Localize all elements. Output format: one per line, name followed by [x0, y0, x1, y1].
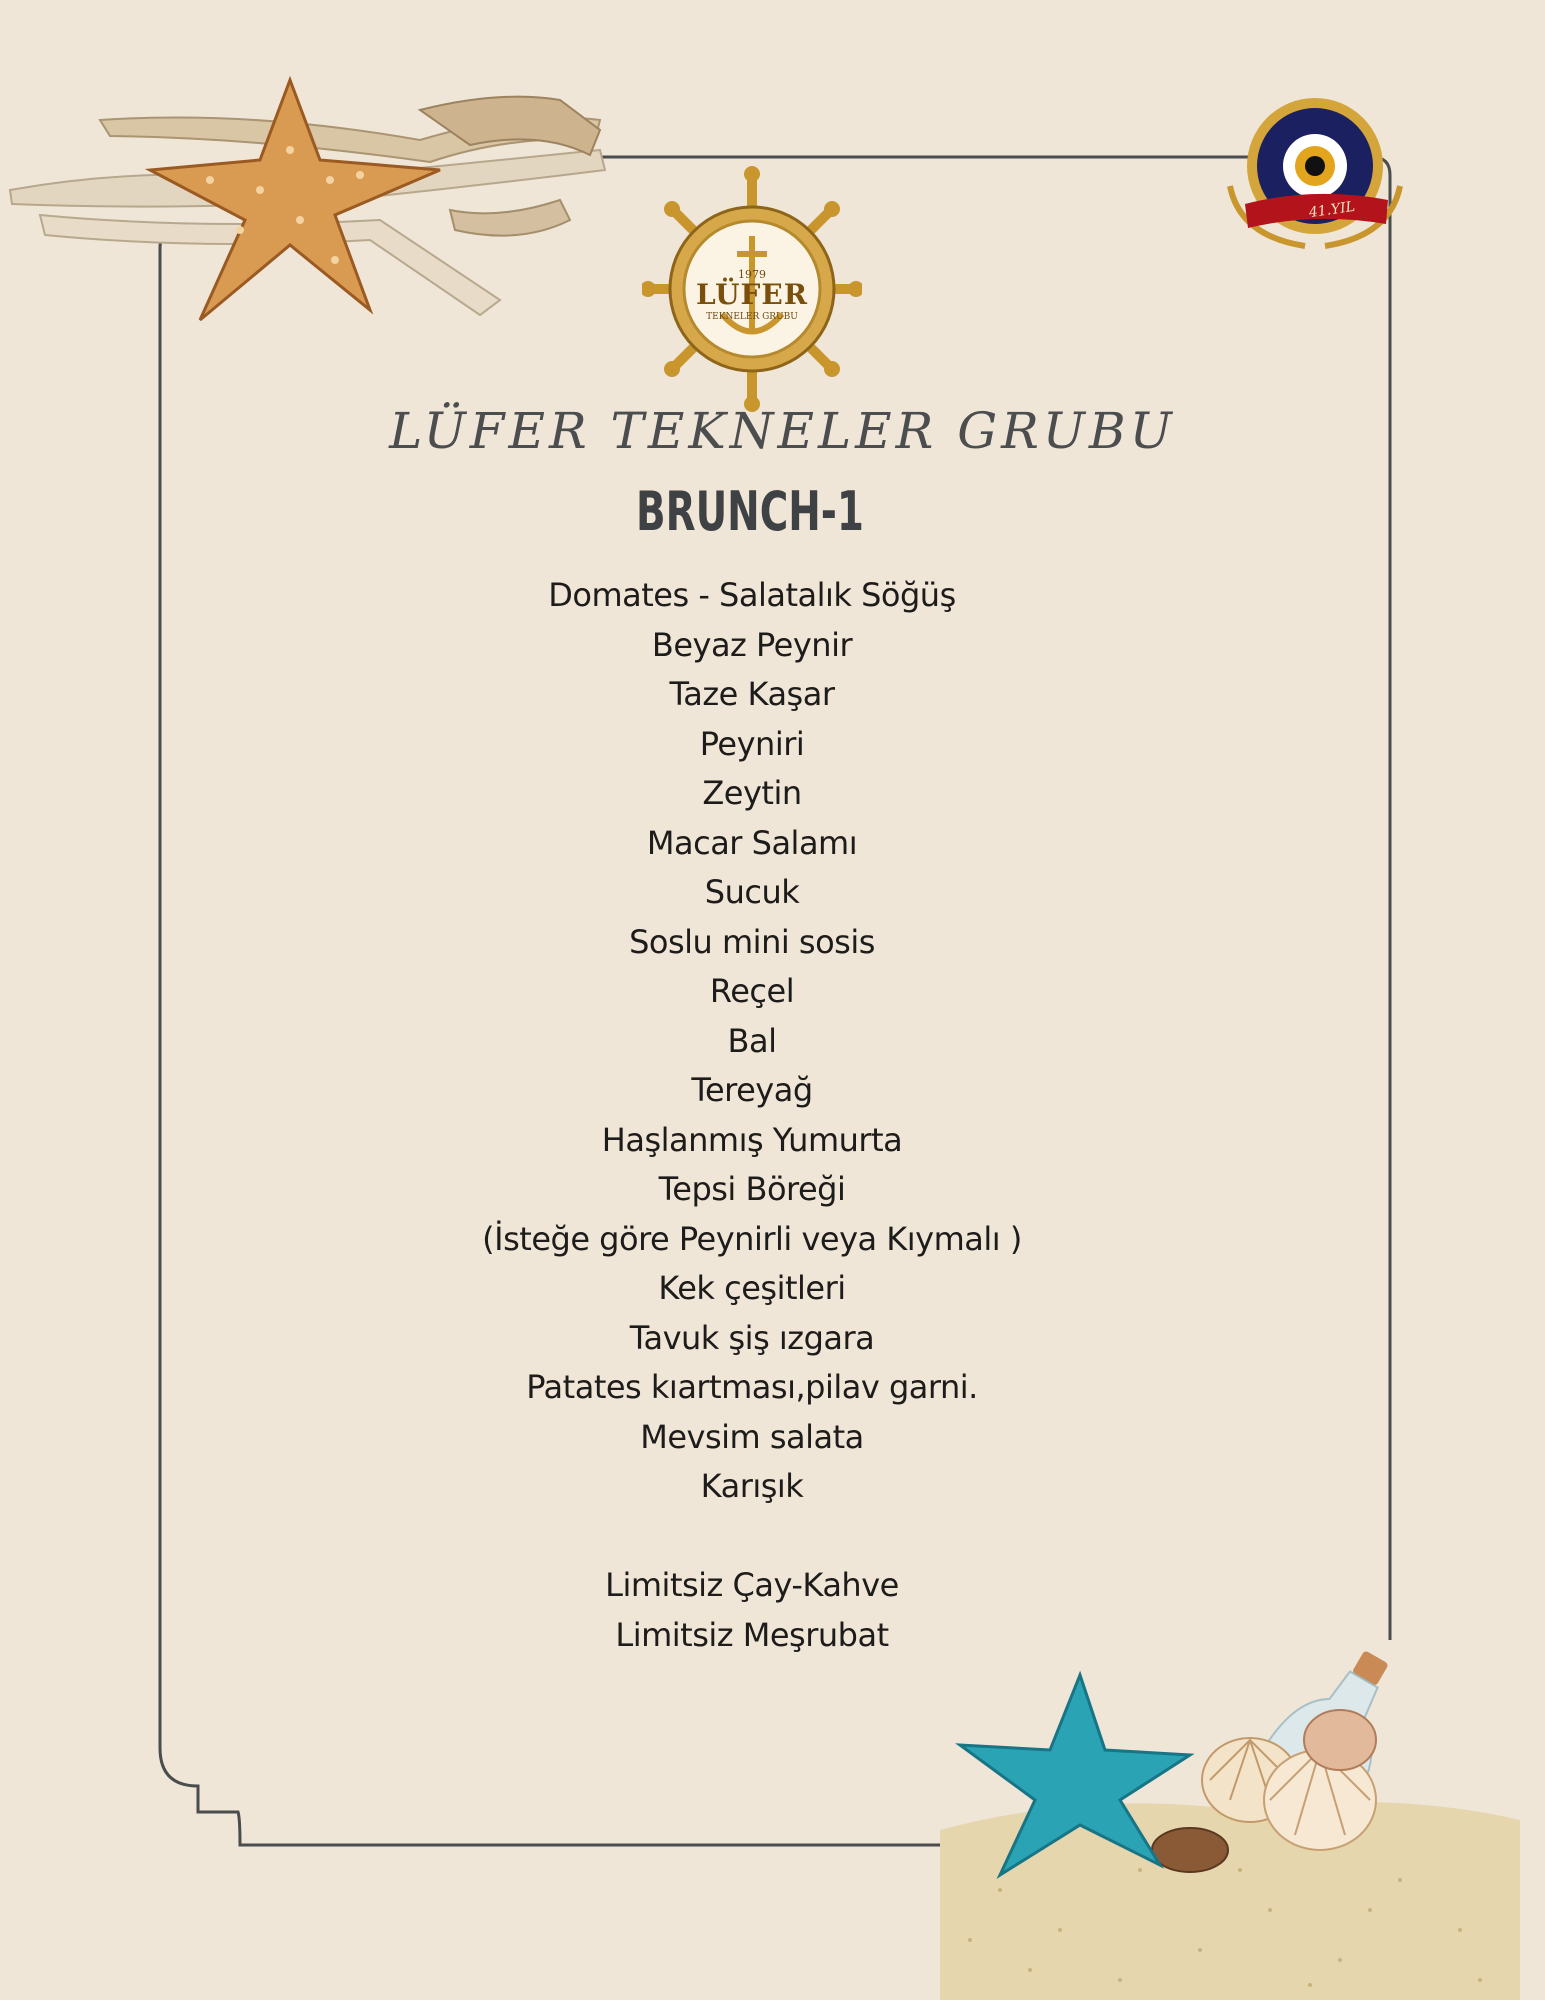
menu-item: Tavuk şiş ızgara	[629, 1318, 875, 1357]
menu-item: Karışık	[700, 1467, 804, 1505]
menu-item: Tereyağ	[691, 1071, 813, 1109]
evil-eye-badge-icon	[1210, 96, 1420, 266]
menu-item: (İsteğe göre Peynirli veya Kıymalı )	[482, 1219, 1022, 1258]
logo-year: 1979	[738, 268, 766, 281]
menu-item: Reçel	[709, 972, 795, 1010]
menu-item: Domates - Salatalık Söğüş	[548, 576, 956, 614]
menu-item: Kek çeşitleri	[658, 1269, 846, 1307]
menu-title: BRUNCH-1	[636, 480, 864, 543]
anniversary-badge	[1210, 96, 1420, 266]
menu-item: Peyniri	[699, 724, 805, 763]
menu-item: Taze Kaşar	[669, 675, 835, 713]
menu-item: Macar Salamı	[646, 823, 858, 862]
menu-item: Haşlanmış Yumurta	[601, 1120, 903, 1159]
menu-item: Zeytin	[702, 774, 802, 812]
company-title: LÜFER TEKNELER GRUBU	[389, 402, 1176, 460]
logo-subtitle: TEKNELER GRUBU	[706, 312, 798, 322]
drinks-list	[352, 1561, 1152, 1660]
menu-item-list	[352, 571, 1152, 1512]
menu-item: Beyaz Peynir	[651, 625, 853, 664]
drink-item: Limitsiz Meşrubat	[615, 1615, 889, 1654]
menu-item: Tepsi Böreği	[658, 1170, 846, 1208]
menu-item: Mevsim salata	[640, 1417, 864, 1456]
drink-item: Limitsiz Çay-Kahve	[605, 1566, 899, 1604]
logo-name: LÜFER	[695, 278, 809, 311]
menu-item: Bal	[727, 1021, 777, 1060]
seashells-sand-decoration	[940, 1610, 1545, 2000]
menu-item: Patates kıartması,pilav garni.	[526, 1368, 978, 1406]
menu-item: Soslu mini sosis	[629, 922, 875, 961]
company-logo	[642, 164, 862, 414]
badge-label: 41.YIL	[1307, 198, 1357, 222]
driftwood-starfish-decoration	[0, 70, 620, 330]
menu-item: Sucuk	[704, 873, 800, 911]
